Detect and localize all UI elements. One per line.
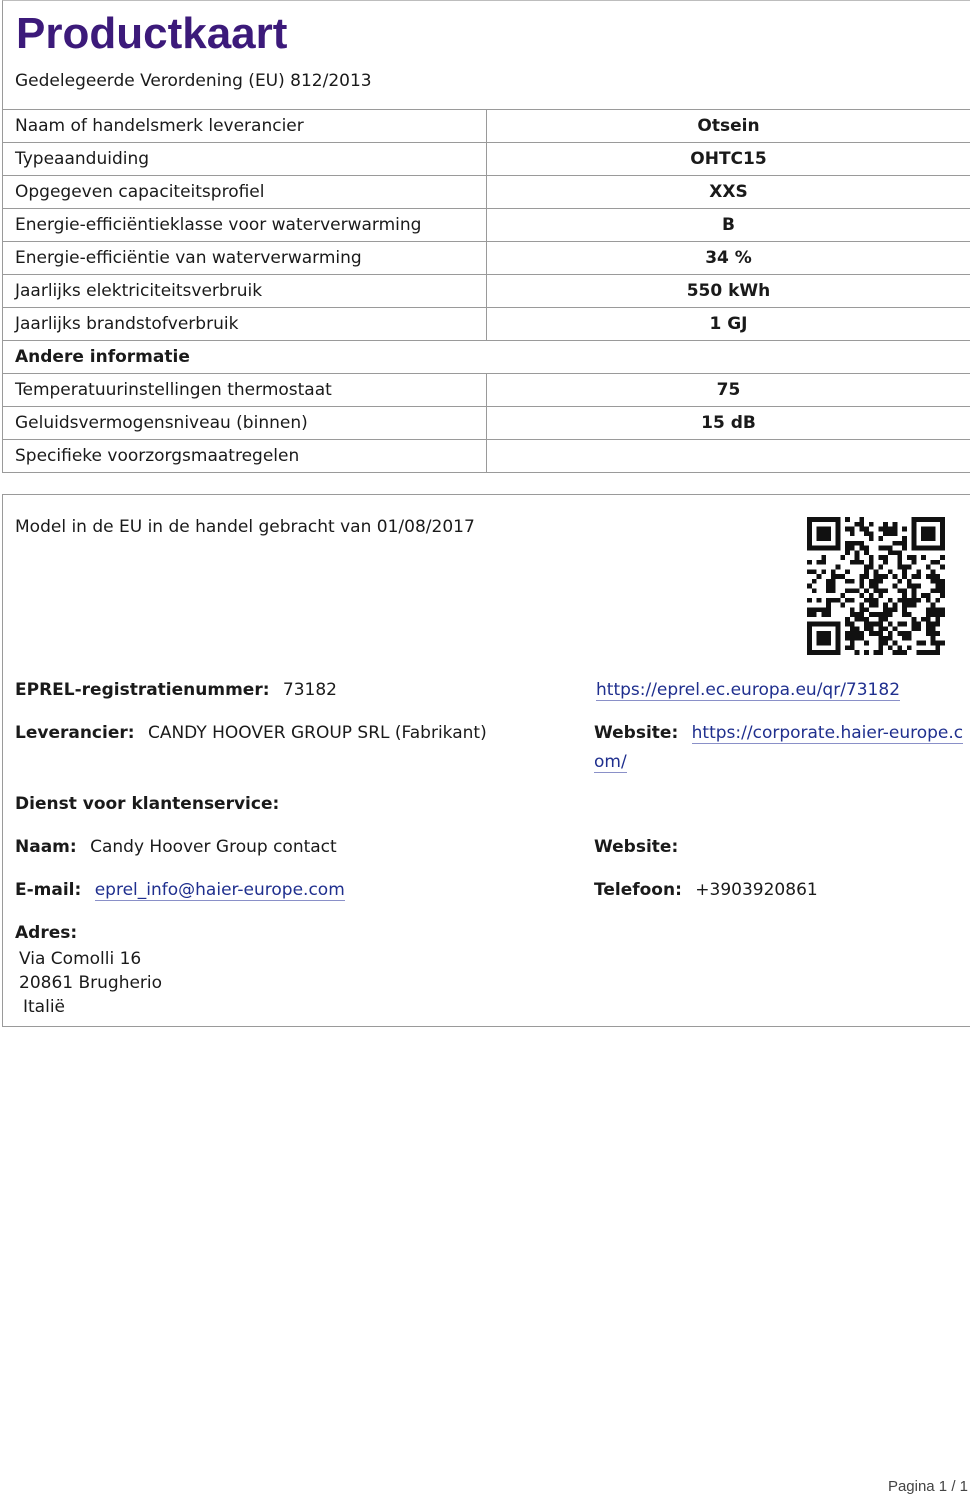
- spec-label: Opgegeven capaciteitsprofiel: [3, 176, 487, 209]
- spec-value: 75: [487, 374, 970, 407]
- eprel-number: 73182: [282, 680, 338, 700]
- spec-value: XXS: [487, 176, 970, 209]
- section-row: [3, 341, 970, 374]
- other-info-heading: Andere informatie: [3, 341, 970, 374]
- table-row: [3, 407, 970, 440]
- customer-service-heading: Dienst voor klantenservice:: [15, 794, 280, 814]
- spec-value: B: [487, 209, 970, 242]
- supplier-row: [15, 723, 487, 743]
- address-city: 20861 Brugherio: [19, 973, 163, 993]
- spec-label: Energie-efficiëntie van waterverwarming: [3, 242, 487, 275]
- table-row: [3, 242, 970, 275]
- eprel-row: [15, 680, 337, 700]
- website-label: Website:: [594, 723, 679, 743]
- supplier-label: Leverancier:: [15, 723, 135, 743]
- spec-value: [487, 440, 970, 473]
- address-block: [17, 947, 162, 1019]
- spec-label: Jaarlijks brandstofverbruik: [3, 308, 487, 341]
- spec-value: OHTC15: [487, 143, 970, 176]
- table-row: [3, 275, 970, 308]
- address-street: Via Comolli 16: [19, 949, 142, 969]
- spec-value: 1 GJ: [487, 308, 970, 341]
- spec-label: Temperatuurinstellingen thermostaat: [3, 374, 487, 407]
- spec-table: [3, 110, 970, 472]
- eprel-link-row: [596, 680, 900, 700]
- spec-label: Energie-efficiëntieklasse voor waterverwarming: [3, 209, 487, 242]
- product-sheet: [2, 0, 970, 473]
- phone-row: [594, 880, 818, 900]
- spec-label: Typeaanduiding: [3, 143, 487, 176]
- email-row: [15, 880, 345, 900]
- website-row: [594, 723, 963, 743]
- page-title: Productkaart: [16, 9, 288, 58]
- spec-label: Geluidsvermogensniveau (binnen): [3, 407, 487, 440]
- regulation-subtitle: Gedelegeerde Verordening (EU) 812/2013: [3, 61, 970, 110]
- table-row: [3, 143, 970, 176]
- table-row: [3, 440, 970, 473]
- spec-label: Specifieke voorzorgsmaatregelen: [3, 440, 487, 473]
- spec-value: Otsein: [487, 110, 970, 143]
- eprel-link[interactable]: https://eprel.ec.europa.eu/qr/73182: [596, 680, 901, 700]
- eprel-label: EPREL-registratienummer:: [15, 680, 270, 700]
- spec-value: 550 kWh: [487, 275, 970, 308]
- market-date-text: Model in de EU in de handel gebracht van 01/08/2017: [15, 517, 475, 537]
- spec-label: Naam of handelsmerk leverancier: [3, 110, 487, 143]
- contact-name-row: [15, 837, 337, 857]
- table-row: [3, 374, 970, 407]
- address-label: Adres:: [15, 923, 78, 943]
- qr-code-icon[interactable]: [807, 517, 945, 655]
- contact-name: Candy Hoover Group contact: [90, 837, 337, 857]
- service-website-label: Website:: [594, 837, 679, 857]
- table-row: [3, 110, 970, 143]
- address-country: Italië: [23, 997, 66, 1017]
- table-row: [3, 308, 970, 341]
- registration-info-box: [2, 494, 970, 1027]
- spec-value: 15 dB: [487, 407, 970, 440]
- supplier-name: CANDY HOOVER GROUP SRL (Fabrikant): [147, 723, 487, 743]
- phone-number: +3903920861: [695, 880, 818, 900]
- phone-label: Telefoon:: [594, 880, 682, 900]
- email-link[interactable]: eprel_info@haier-europe.com: [94, 880, 345, 900]
- website-link[interactable]: https://corporate.haier-europe.c: [691, 723, 964, 743]
- name-label: Naam:: [15, 837, 77, 857]
- table-row: [3, 176, 970, 209]
- email-label: E-mail:: [15, 880, 82, 900]
- spec-label: Jaarlijks elektriciteitsverbruik: [3, 275, 487, 308]
- table-row: [3, 209, 970, 242]
- spec-value: 34 %: [487, 242, 970, 275]
- website-link-cont-row: [594, 752, 627, 772]
- page-number: Pagina 1 / 1: [887, 1478, 968, 1495]
- website-link-continued[interactable]: om/: [594, 752, 627, 772]
